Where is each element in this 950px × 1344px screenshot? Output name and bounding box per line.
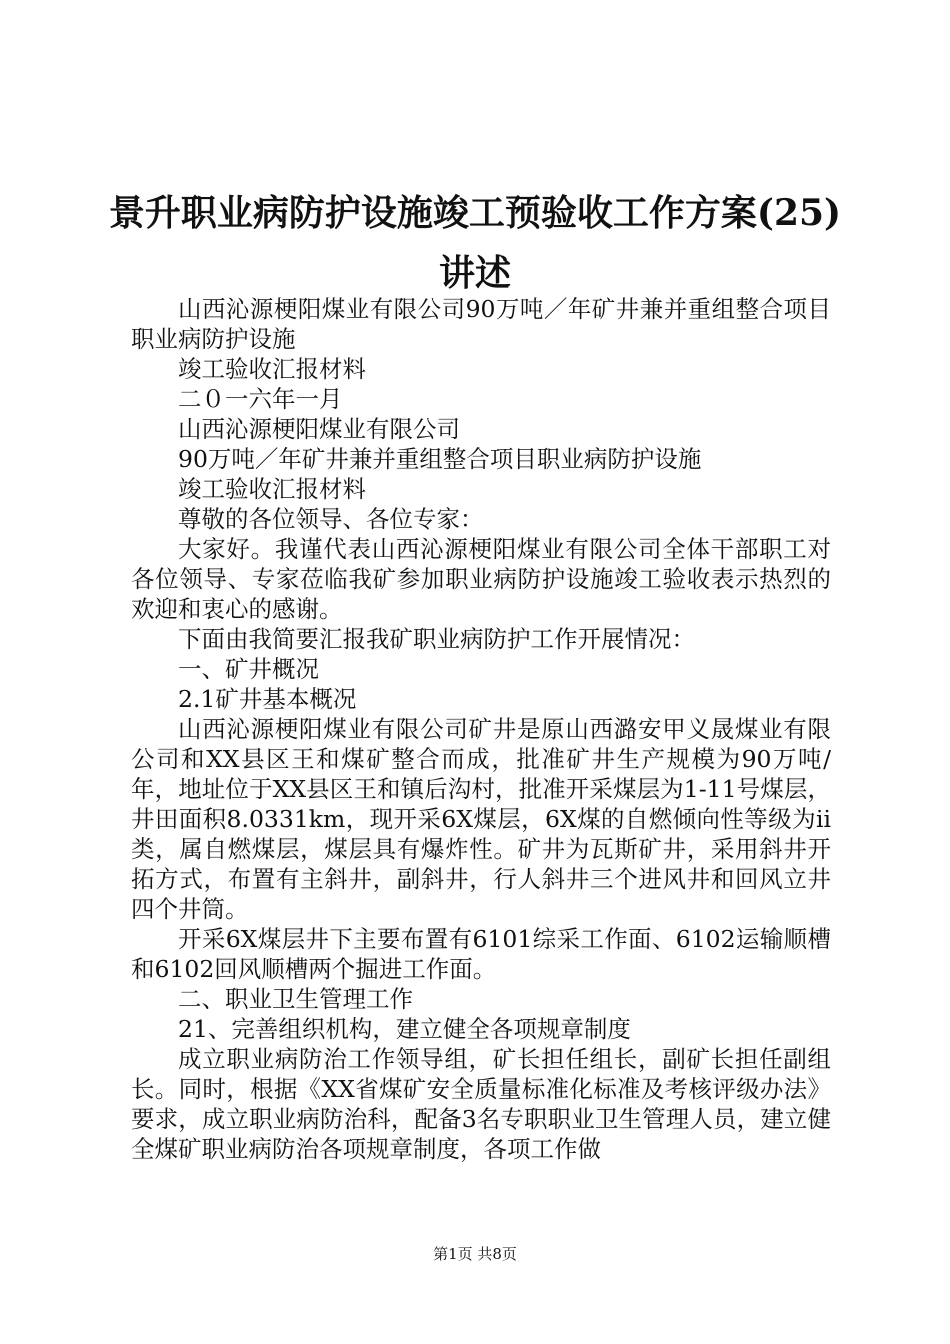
- paragraph: 大家好。我谨代表山西沁源梗阳煤业有限公司全体干部职工对各位领导、专家莅临我矿参加职业病防护设施竣工验收表示热烈的欢迎和衷心的感谢。: [131, 535, 831, 623]
- paragraph: 尊敬的各位领导、各位专家：: [178, 505, 484, 533]
- paragraph: 山西沁源梗阳煤业有限公司矿井是原山西潞安甲义晟煤业有限公司和XX县区王和煤矿整合而成，批准矿井生产规模为90万吨/年，地址位于XX县区王和镇后沟村，批准开采煤层为1-11号煤层，井田面积8.0331km，现开采6X煤层，6X煤的自燃倾向性等级为ii类，属自燃煤层，煤层具有爆炸性。矿井为瓦斯矿井，采用斜井开拓方式，布置有主斜井，副斜井，行人斜井三个进风井和回风立井四个井筒。: [131, 715, 831, 923]
- paragraph: 竣工验收汇报材料: [178, 355, 366, 383]
- paragraph: 竣工验收汇报材料: [178, 475, 366, 503]
- paragraph: 下面由我简要汇报我矿职业病防护工作开展情况：: [178, 625, 695, 653]
- paragraph: 山西沁源梗阳煤业有限公司: [178, 415, 460, 443]
- section-heading: 21、完善组织机构，建立健全各项规章制度: [178, 1015, 631, 1043]
- paragraph: 二０一六年一月: [178, 385, 343, 413]
- page-footer: 第1页 共8页: [433, 1245, 517, 1263]
- paragraph: 成立职业病防治工作领导组，矿长担任组长，副矿长担任副组长。同时，根据《XX省煤矿安全质量标准化标准及考核评级办法》要求，成立职业病防治科，配备3名专职职业卫生管理人员，建立健全煤矿职业病防治各项规章制度，各项工作做: [131, 1045, 831, 1163]
- document-title-line-1: 景升职业病防护设施竣工预验收工作方案(25): [108, 192, 842, 234]
- document-title-line-2: 讲述: [438, 252, 511, 294]
- section-heading: 2.1矿井基本概况: [178, 685, 357, 713]
- paragraph: 山西沁源梗阳煤业有限公司90万吨／年矿井兼并重组整合项目职业病防护设施: [131, 295, 831, 353]
- section-heading: 一、矿井概况: [178, 655, 319, 683]
- section-heading: 二、职业卫生管理工作: [178, 985, 413, 1013]
- document-body: [131, 294, 831, 1164]
- paragraph: 开采6X煤层井下主要布置有6101综采工作面、6102运输顺槽和6102回风顺槽两个掘进工作面。: [131, 925, 831, 983]
- paragraph: 90万吨／年矿井兼并重组整合项目职业病防护设施: [178, 445, 702, 473]
